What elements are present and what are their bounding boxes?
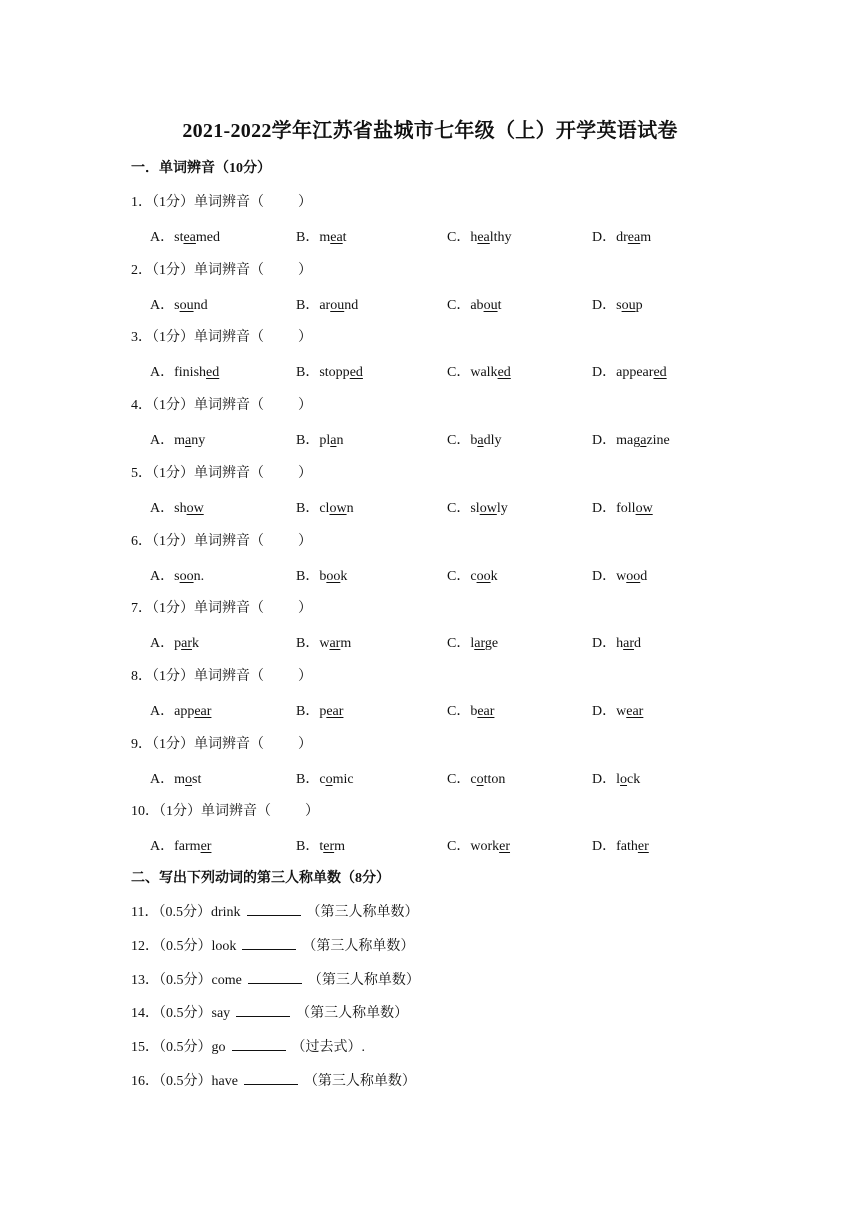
answer-options xyxy=(150,497,750,517)
question-stem xyxy=(131,597,312,617)
paren-open: （ xyxy=(250,668,264,684)
option-a[interactable] xyxy=(150,565,204,585)
option-letter: C． xyxy=(447,771,471,787)
option-a[interactable] xyxy=(150,429,205,449)
question-score: （1分） xyxy=(152,533,194,549)
option-word-prefix: c xyxy=(470,771,477,787)
paren-open: （ xyxy=(250,736,264,752)
option-word-suffix: n. xyxy=(193,568,205,584)
option-word-suffix: d xyxy=(634,636,642,652)
option-d[interactable] xyxy=(592,565,647,585)
option-letter: A． xyxy=(150,703,175,719)
option-word-underlined: ow xyxy=(329,500,347,516)
option-letter: A． xyxy=(150,297,175,313)
option-letter: D． xyxy=(592,568,617,584)
option-word-underlined: oo xyxy=(179,568,194,584)
paren-close: ） xyxy=(298,736,312,752)
option-word-suffix: d xyxy=(640,568,648,584)
paren-open: （ xyxy=(250,601,264,617)
option-word-prefix: fath xyxy=(616,839,638,855)
option-word-underlined: ow xyxy=(186,500,204,516)
question-text: 单词辨音 xyxy=(194,736,250,752)
fill-question xyxy=(131,901,419,921)
option-word-prefix: w xyxy=(616,568,627,584)
option-word-suffix: ge xyxy=(484,636,499,652)
exam-title: 2021-2022学年江苏省盐城市七年级（上）开学英语试卷 xyxy=(182,120,678,142)
question-score: （1分） xyxy=(152,195,194,210)
question-number: 4． xyxy=(131,398,152,414)
option-letter: B． xyxy=(296,703,320,719)
option-word-suffix: ny xyxy=(191,433,206,449)
option-letter: C． xyxy=(447,568,471,584)
option-d[interactable] xyxy=(592,361,667,381)
answer-blank[interactable] xyxy=(236,1004,290,1017)
fill-question xyxy=(131,935,414,955)
option-word-suffix: zine xyxy=(646,433,670,449)
question-word: come xyxy=(211,972,242,988)
option-word-suffix: n xyxy=(346,500,354,516)
option-word-underlined: ou xyxy=(330,297,345,313)
question-stem xyxy=(131,259,312,279)
option-letter: C． xyxy=(447,297,471,313)
question-score: （1分） xyxy=(159,804,201,820)
question-stem xyxy=(131,462,312,482)
option-word-prefix: b xyxy=(319,568,327,584)
fill-question xyxy=(131,1002,408,1022)
option-word-underlined: ow xyxy=(479,500,497,516)
option-c[interactable] xyxy=(447,226,512,246)
option-word-prefix: work xyxy=(470,839,500,855)
option-word-underlined: ou xyxy=(179,297,194,313)
option-word-prefix: h xyxy=(470,230,478,245)
paren-open: （ xyxy=(250,465,264,481)
option-b[interactable] xyxy=(296,361,363,381)
option-a[interactable] xyxy=(150,700,211,720)
option-word-suffix: ly xyxy=(496,500,508,516)
option-c[interactable] xyxy=(447,768,505,788)
option-c[interactable] xyxy=(447,632,498,652)
answer-options xyxy=(150,429,750,449)
question-word: look xyxy=(211,938,237,954)
option-word-prefix: farm xyxy=(174,839,201,855)
option-word-underlined: ear xyxy=(626,703,644,719)
question-number: 9． xyxy=(131,736,152,752)
question-number: 13． xyxy=(131,972,159,988)
question-hint: （第三人称单数） xyxy=(303,1074,416,1089)
answer-options xyxy=(150,565,750,585)
paren-close: ） xyxy=(298,398,312,414)
question-hint: （第三人称单数） xyxy=(306,905,419,920)
option-a[interactable] xyxy=(150,632,199,652)
option-word-underlined: ea xyxy=(183,230,196,245)
option-word-underlined: ed xyxy=(497,365,511,381)
option-word-suffix: k xyxy=(490,568,498,584)
option-word-prefix: app xyxy=(174,703,195,719)
answer-blank[interactable] xyxy=(248,971,302,984)
option-letter: D． xyxy=(592,297,617,313)
option-word-underlined: ed xyxy=(206,365,220,381)
option-c[interactable] xyxy=(447,497,508,517)
option-word-underlined: o xyxy=(476,771,484,787)
option-word-underlined: ar xyxy=(181,636,193,652)
option-word-prefix: m xyxy=(174,771,186,787)
option-word-suffix: dly xyxy=(483,433,502,449)
question-number: 15． xyxy=(131,1040,159,1056)
option-word-underlined: er xyxy=(323,839,335,855)
question-text: 单词辨音 xyxy=(201,804,257,820)
option-word-underlined: ar xyxy=(329,636,341,652)
paren-open: （ xyxy=(250,330,264,346)
option-word-prefix: s xyxy=(174,297,180,313)
option-letter: C． xyxy=(447,365,471,381)
question-score: （1分） xyxy=(152,601,194,617)
question-text: 单词辨音 xyxy=(194,465,250,481)
option-letter: D． xyxy=(592,500,617,516)
option-letter: A． xyxy=(150,568,175,584)
option-word-suffix: m xyxy=(640,230,652,245)
question-number: 10． xyxy=(131,804,159,820)
option-letter: C． xyxy=(447,636,471,652)
option-word-prefix: m xyxy=(319,230,331,245)
answer-options xyxy=(150,768,750,788)
question-score: （0.5分） xyxy=(159,1074,212,1089)
option-word-suffix: p xyxy=(635,297,643,313)
option-letter: A． xyxy=(150,636,175,652)
option-word-prefix: w xyxy=(319,636,330,652)
option-word-underlined: ea xyxy=(627,230,641,245)
question-number: 2． xyxy=(131,262,152,278)
question-word: go xyxy=(211,1040,226,1056)
question-score: （0.5分） xyxy=(159,972,212,988)
option-word-underlined: er xyxy=(200,839,212,855)
option-letter: A． xyxy=(150,839,175,855)
option-a[interactable] xyxy=(150,768,201,788)
option-c[interactable] xyxy=(447,294,501,314)
option-word-underlined: ear xyxy=(326,703,344,719)
question-hint: （第三人称单数） xyxy=(302,938,415,954)
option-word-prefix: w xyxy=(616,703,627,719)
option-a[interactable] xyxy=(150,226,220,246)
option-word-suffix: tton xyxy=(483,771,506,787)
question-number: 16． xyxy=(131,1074,159,1089)
question-stem xyxy=(131,665,312,685)
option-word-suffix: k xyxy=(192,636,200,652)
option-d[interactable] xyxy=(592,497,653,517)
option-word-prefix: c xyxy=(319,771,326,787)
option-b[interactable] xyxy=(296,294,358,314)
option-word-underlined: ar xyxy=(474,636,485,652)
paren-close: ） xyxy=(305,804,319,820)
option-d[interactable] xyxy=(592,226,651,246)
question-number: 12． xyxy=(131,938,159,954)
question-hint: （第三人称单数） xyxy=(307,972,420,988)
option-letter: C． xyxy=(447,230,471,245)
question-score: （0.5分） xyxy=(159,938,212,954)
question-score: （1分） xyxy=(152,330,194,346)
option-d[interactable] xyxy=(592,429,670,449)
answer-blank[interactable] xyxy=(244,1072,298,1085)
question-hint: （过去式）. xyxy=(291,1040,365,1056)
question-stem xyxy=(131,191,312,211)
option-b[interactable] xyxy=(296,835,345,855)
option-word-prefix: ab xyxy=(470,297,484,313)
option-word-prefix: ar xyxy=(319,297,331,313)
question-text: 单词辨音 xyxy=(194,330,250,346)
question-stem xyxy=(131,326,312,346)
option-word-suffix: nd xyxy=(344,297,359,313)
paren-close: ） xyxy=(298,195,312,210)
option-word-underlined: ou xyxy=(621,297,636,313)
question-text: 单词辨音 xyxy=(194,668,250,684)
option-c[interactable] xyxy=(447,700,494,720)
option-letter: B． xyxy=(296,230,320,245)
option-word-prefix: m xyxy=(174,433,186,449)
option-b[interactable] xyxy=(296,565,347,585)
paren-open: （ xyxy=(250,533,264,549)
option-word-suffix: n xyxy=(336,433,344,449)
option-word-prefix: b xyxy=(470,433,478,449)
option-word-suffix: t xyxy=(497,297,502,313)
answer-options xyxy=(150,226,750,246)
option-word-prefix: h xyxy=(616,636,624,652)
option-a[interactable] xyxy=(150,361,219,381)
option-letter: D． xyxy=(592,771,617,787)
question-score: （1分） xyxy=(152,668,194,684)
option-word-underlined: a xyxy=(185,433,192,449)
option-word-suffix: med xyxy=(195,230,221,245)
paren-open: （ xyxy=(250,398,264,414)
option-word-underlined: ar xyxy=(623,636,635,652)
question-stem xyxy=(131,530,312,550)
question-number: 3． xyxy=(131,330,152,346)
question-stem xyxy=(131,394,312,414)
option-word-underlined: a xyxy=(477,433,484,449)
option-d[interactable] xyxy=(592,768,640,788)
question-number: 7． xyxy=(131,601,152,617)
option-word-prefix: mag xyxy=(616,433,641,449)
option-b[interactable] xyxy=(296,700,343,720)
option-c[interactable] xyxy=(447,429,501,449)
question-score: （1分） xyxy=(152,398,194,414)
option-word-underlined: er xyxy=(499,839,511,855)
option-word-underlined: ea xyxy=(477,230,490,245)
option-word-prefix: pl xyxy=(319,433,331,449)
question-text: 单词辨音 xyxy=(194,533,250,549)
section-2-heading: 二、写出下列动词的第三人称单数（8分） xyxy=(131,871,390,886)
option-word-suffix: st xyxy=(192,771,202,787)
option-a[interactable] xyxy=(150,835,211,855)
paren-close: ） xyxy=(298,601,312,617)
option-word-prefix: cl xyxy=(319,500,330,516)
option-letter: A． xyxy=(150,230,175,245)
option-letter: B． xyxy=(296,771,320,787)
option-letter: C． xyxy=(447,703,471,719)
paren-close: ） xyxy=(298,330,312,346)
answer-blank[interactable] xyxy=(232,1038,286,1051)
option-letter: A． xyxy=(150,500,175,516)
option-b[interactable] xyxy=(296,497,354,517)
option-b[interactable] xyxy=(296,226,347,246)
question-number: 14． xyxy=(131,1006,159,1022)
paren-open: （ xyxy=(250,262,264,278)
option-word-prefix: l xyxy=(470,636,475,652)
paren-close: ） xyxy=(298,465,312,481)
option-letter: C． xyxy=(447,500,471,516)
option-letter: C． xyxy=(447,433,471,449)
option-word-underlined: o xyxy=(185,771,193,787)
option-word-underlined: ear xyxy=(477,703,495,719)
option-a[interactable] xyxy=(150,294,208,314)
question-text: 单词辨音 xyxy=(194,195,250,210)
option-word-underlined: ed xyxy=(653,365,667,381)
option-word-suffix: nd xyxy=(193,297,208,313)
answer-blank[interactable] xyxy=(242,937,296,950)
section-1-heading: 一．单词辨音（10分） xyxy=(131,161,271,176)
question-word: have xyxy=(211,1074,238,1089)
option-letter: D． xyxy=(592,703,617,719)
option-d[interactable] xyxy=(592,835,649,855)
option-b[interactable] xyxy=(296,768,354,788)
option-word-prefix: p xyxy=(319,703,327,719)
question-score: （1分） xyxy=(152,465,194,481)
option-letter: D． xyxy=(592,433,617,449)
option-word-prefix: stopp xyxy=(319,365,350,381)
fill-question xyxy=(131,969,420,989)
option-letter: B． xyxy=(296,433,320,449)
answer-options xyxy=(150,294,750,314)
option-word-underlined: oo xyxy=(326,568,341,584)
option-letter: B． xyxy=(296,297,320,313)
option-letter: A． xyxy=(150,365,175,381)
option-word-underlined: ea xyxy=(330,230,343,245)
option-d[interactable] xyxy=(592,632,641,652)
option-word-underlined: er xyxy=(637,839,649,855)
question-number: 5． xyxy=(131,465,152,481)
paren-close: ） xyxy=(298,262,312,278)
option-word-underlined: oo xyxy=(476,568,491,584)
answer-options xyxy=(150,700,750,720)
paren-open: （ xyxy=(250,195,264,210)
option-letter: C． xyxy=(447,839,471,855)
answer-options xyxy=(150,361,750,381)
option-word-suffix: ck xyxy=(627,771,641,787)
option-word-prefix: c xyxy=(470,568,477,584)
option-word-suffix: k xyxy=(340,568,348,584)
question-stem xyxy=(131,733,312,753)
option-word-prefix: sh xyxy=(174,500,187,516)
option-word-suffix: mic xyxy=(332,771,354,787)
option-b[interactable] xyxy=(296,632,351,652)
option-letter: A． xyxy=(150,771,175,787)
option-word-suffix: m xyxy=(340,636,352,652)
option-word-prefix: sl xyxy=(470,500,480,516)
option-word-prefix: st xyxy=(174,230,184,245)
option-word-prefix: s xyxy=(616,297,622,313)
option-letter: D． xyxy=(592,230,617,245)
option-word-prefix: s xyxy=(174,568,180,584)
option-c[interactable] xyxy=(447,361,511,381)
paren-close: ） xyxy=(298,668,312,684)
question-number: 8． xyxy=(131,668,152,684)
option-letter: B． xyxy=(296,839,320,855)
option-word-underlined: ear xyxy=(194,703,212,719)
fill-question xyxy=(131,1036,365,1056)
answer-options xyxy=(150,835,750,855)
option-letter: B． xyxy=(296,500,320,516)
question-number: 6． xyxy=(131,533,152,549)
question-hint: （第三人称单数） xyxy=(296,1006,409,1022)
question-score: （0.5分） xyxy=(159,1040,212,1056)
option-word-prefix: l xyxy=(616,771,621,787)
option-word-underlined: a xyxy=(640,433,647,449)
option-word-suffix: t xyxy=(342,230,347,245)
option-d[interactable] xyxy=(592,700,643,720)
option-letter: D． xyxy=(592,839,617,855)
fill-question xyxy=(131,1070,416,1090)
option-word-prefix: appear xyxy=(616,365,654,381)
option-c[interactable] xyxy=(447,565,498,585)
option-word-underlined: ed xyxy=(349,365,363,381)
option-letter: B． xyxy=(296,365,320,381)
option-word-prefix: foll xyxy=(616,500,636,516)
option-word-prefix: dr xyxy=(616,230,628,245)
option-word-prefix: p xyxy=(174,636,182,652)
question-text: 单词辨音 xyxy=(194,398,250,414)
question-text: 单词辨音 xyxy=(194,262,250,278)
question-score: （0.5分） xyxy=(159,1006,212,1022)
option-b[interactable] xyxy=(296,429,343,449)
option-word-suffix: m xyxy=(334,839,346,855)
option-a[interactable] xyxy=(150,497,204,517)
question-number: 11． xyxy=(131,905,159,920)
option-letter: D． xyxy=(592,365,617,381)
question-stem xyxy=(131,800,319,820)
option-letter: B． xyxy=(296,636,320,652)
option-word-underlined: a xyxy=(330,433,337,449)
option-word-prefix: walk xyxy=(470,365,498,381)
option-word-suffix: lthy xyxy=(489,230,512,245)
question-word: drink xyxy=(210,905,241,920)
option-word-prefix: finish xyxy=(174,365,207,381)
question-score: （0.5分） xyxy=(158,905,211,920)
paren-open: （ xyxy=(257,804,271,820)
option-word-prefix: b xyxy=(470,703,478,719)
option-d[interactable] xyxy=(592,294,643,314)
question-number: 1． xyxy=(131,195,152,210)
question-score: （1分） xyxy=(152,262,194,278)
question-text: 单词辨音 xyxy=(194,601,250,617)
option-word-underlined: o xyxy=(620,771,628,787)
answer-blank[interactable] xyxy=(247,903,301,916)
answer-options xyxy=(150,632,750,652)
option-letter: D． xyxy=(592,636,617,652)
option-letter: A． xyxy=(150,433,175,449)
question-score: （1分） xyxy=(152,736,194,752)
option-word-prefix: t xyxy=(319,839,324,855)
option-word-underlined: ou xyxy=(483,297,498,313)
option-letter: B． xyxy=(296,568,320,584)
option-word-underlined: ow xyxy=(635,500,653,516)
option-word-underlined: o xyxy=(325,771,333,787)
paren-close: ） xyxy=(298,533,312,549)
option-word-underlined: oo xyxy=(626,568,641,584)
option-c[interactable] xyxy=(447,835,510,855)
question-word: say xyxy=(211,1006,231,1022)
